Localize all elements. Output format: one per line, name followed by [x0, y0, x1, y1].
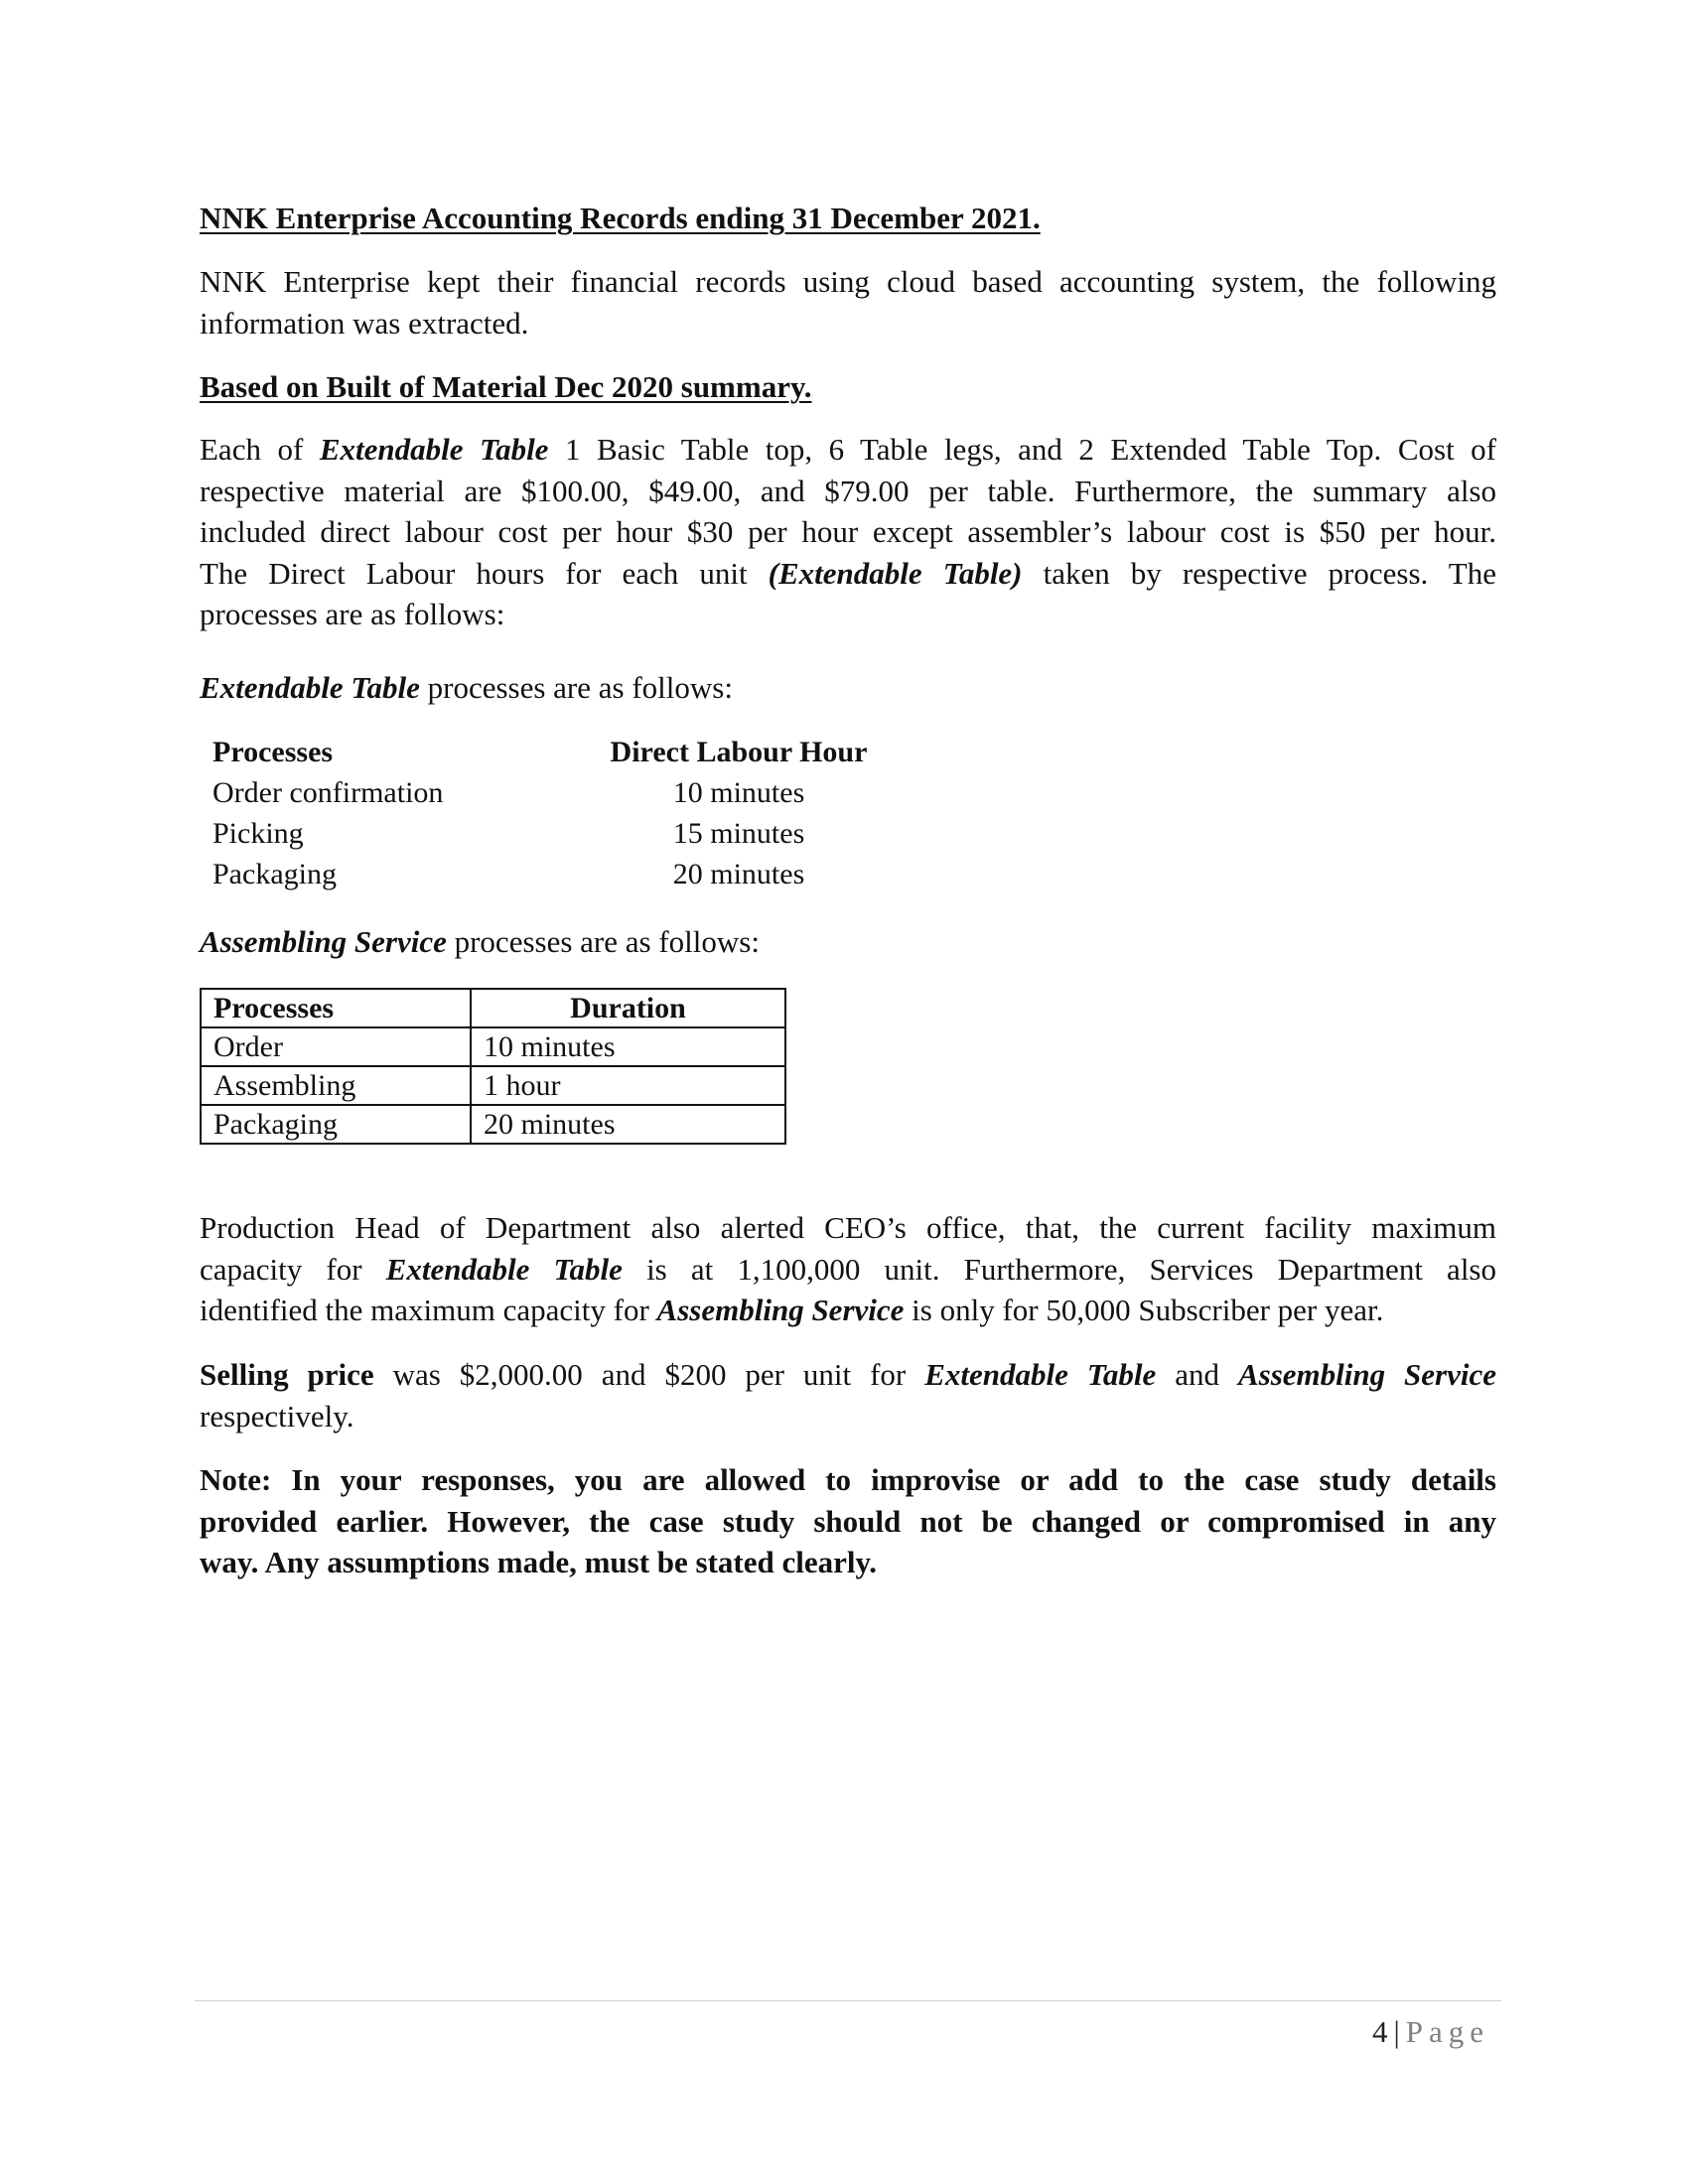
- selling-price-label: Selling price: [200, 1357, 374, 1392]
- extendable-intro-text: processes are as follows:: [419, 670, 733, 705]
- product-name-emphasis: Extendable Table: [385, 1251, 623, 1287]
- table-row: [200, 772, 868, 813]
- table-cell: 1 hour: [471, 1066, 785, 1105]
- bom-text: Each of: [200, 432, 320, 467]
- assembling-intro-text: processes are as follows:: [446, 924, 760, 959]
- table-row: [201, 1105, 785, 1144]
- capacity-text: is only for 50,000 Subscriber per year.: [904, 1293, 1384, 1327]
- footer-divider: [195, 2000, 1501, 2001]
- extendable-processes-table: [200, 732, 868, 894]
- assembling-processes-table: [200, 988, 786, 1145]
- assembling-intro: [200, 921, 1496, 963]
- table-cell: 15 minutes: [672, 817, 805, 850]
- table-cell: Packaging: [201, 1105, 471, 1144]
- capacity-line-3: [200, 1290, 1496, 1331]
- capacity-line-2: [200, 1249, 1496, 1291]
- table-row: [200, 854, 868, 894]
- table-cell: Packaging: [212, 858, 337, 890]
- table-cell: 20 minutes: [672, 858, 805, 890]
- intro-paragraph: [200, 261, 1496, 343]
- product-name-emphasis: (Extendable Table): [768, 555, 1023, 591]
- table-header: Processes: [212, 736, 334, 768]
- product-name-emphasis: Extendable Table: [924, 1357, 1157, 1392]
- bom-text: 1 Basic Table top, 6 Table legs, and 2 Extended Table Top. Cost of: [548, 432, 1497, 467]
- bom-text: taken by respective process. The: [1022, 555, 1496, 591]
- table-header: Direct Labour Hour: [610, 736, 868, 768]
- assembling-intro-emphasis: Assembling Service: [200, 924, 447, 959]
- capacity-line-1: Production Head of Department also alerted CEO’s office, that, the current facility maximum: [200, 1210, 1496, 1245]
- table-row: [200, 813, 868, 854]
- selling-line-1: [200, 1354, 1496, 1396]
- bom-line-3: included direct labour cost per hour $30 per hour except assembler’s labour cost is $50 per hour.: [200, 514, 1496, 549]
- table-cell: Picking: [212, 817, 304, 850]
- capacity-paragraph: [200, 1207, 1496, 1331]
- selling-line-2: respectively.: [200, 1398, 354, 1433]
- footer-separator: |: [1393, 2014, 1400, 2049]
- capacity-text: identified the maximum capacity for: [200, 1293, 657, 1327]
- table-header-row: [201, 989, 785, 1027]
- bom-paragraph: [200, 429, 1496, 635]
- table-cell: 10 minutes: [672, 776, 805, 809]
- extendable-intro: [200, 667, 1496, 709]
- table-row: [201, 1066, 785, 1105]
- table-cell: 10 minutes: [471, 1027, 785, 1066]
- table-cell: 20 minutes: [471, 1105, 785, 1144]
- intro-line-1: NNK Enterprise kept their financial records using cloud based accounting system, the following: [200, 264, 1496, 299]
- table-cell: Order confirmation: [212, 776, 444, 809]
- selling-price-paragraph: [200, 1354, 1496, 1436]
- intro-line-2: information was extracted.: [200, 305, 529, 341]
- service-name-emphasis: Assembling Service: [656, 1293, 905, 1327]
- note-line-1: Note: In your responses, you are allowed to improvise or add to the case study details: [200, 1462, 1496, 1497]
- page-footer: [1372, 2014, 1489, 2050]
- extendable-intro-emphasis: Extendable Table: [200, 670, 420, 705]
- capacity-text: is at 1,100,000 unit. Furthermore, Services Department also: [622, 1251, 1496, 1287]
- bom-line-4: [200, 553, 1496, 595]
- note-paragraph: [200, 1459, 1496, 1583]
- capacity-text: capacity for: [200, 1251, 386, 1287]
- note-line-2: provided earlier. However, the case study should not be changed or compromised in any: [200, 1503, 1496, 1539]
- page-number: 4: [1372, 2014, 1388, 2049]
- table-row: [201, 1027, 785, 1066]
- bom-text: The Direct Labour hours for each unit: [200, 555, 769, 591]
- page-title: NNK Enterprise Accounting Records ending 31 December 2021.: [200, 201, 1041, 235]
- page-label: Page: [1405, 2014, 1489, 2049]
- table-cell: Assembling: [201, 1066, 471, 1105]
- table-header: Processes: [201, 989, 471, 1027]
- service-name-emphasis: Assembling Service: [1237, 1357, 1497, 1392]
- selling-text: and: [1156, 1357, 1238, 1392]
- bom-heading: Based on Built of Material Dec 2020 summary.: [200, 369, 812, 404]
- selling-text: was $2,000.00 and $200 per unit for: [373, 1357, 925, 1392]
- bom-line-2: respective material are $100.00, $49.00, and $79.00 per table. Furthermore, the summary also: [200, 473, 1496, 508]
- bom-line-5: processes are as follows:: [200, 597, 505, 631]
- bom-line-1: [200, 429, 1496, 471]
- table-header-row: [200, 732, 868, 772]
- note-line-3: way. Any assumptions made, must be stated clearly.: [200, 1545, 878, 1579]
- table-cell: Order: [201, 1027, 471, 1066]
- table-header: Duration: [471, 989, 785, 1027]
- product-name-emphasis: Extendable Table: [319, 432, 549, 467]
